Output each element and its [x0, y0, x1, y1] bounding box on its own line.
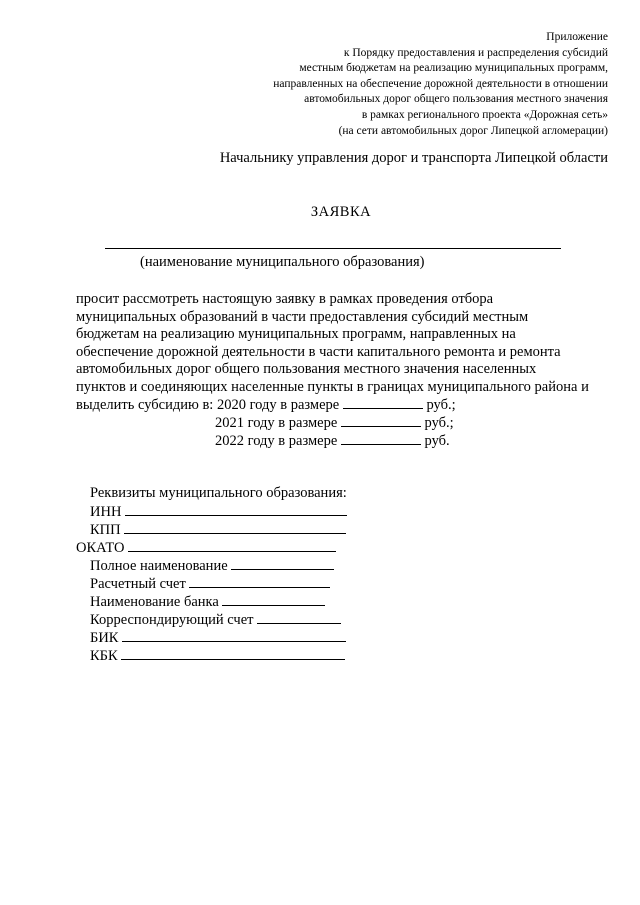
year-unit: руб.;	[426, 397, 456, 413]
requisite-label: ОКАТО	[76, 540, 125, 556]
requisite-blank	[128, 539, 336, 552]
body-line: муниципальных образований в части предоставления субсидий местным	[76, 308, 529, 325]
year-lead-text: выделить субсидию в:	[76, 397, 214, 413]
request-body	[76, 291, 610, 397]
requisite-corr-account	[90, 611, 341, 629]
annex-line: направленных на обеспечение дорожной деятельности в отношении	[273, 77, 608, 90]
requisite-okato	[76, 539, 336, 557]
requisite-account	[90, 575, 330, 593]
requisite-kbk	[90, 647, 345, 665]
requisite-blank	[124, 521, 346, 534]
subsidy-year-2022	[215, 432, 450, 450]
addressee: Начальнику управления дорог и транспорта Липецкой области	[219, 150, 608, 166]
subsidy-year-2021	[215, 414, 454, 432]
requisite-label: КПП	[90, 522, 121, 538]
body-line: пунктов и соединяющих населенные пункты в границах муниципального района и	[76, 378, 589, 395]
annex-line: к Порядку предоставления и распределения субсидий	[343, 46, 608, 59]
requisite-label: Полное наименование	[90, 558, 228, 574]
annex-line: (на сети автомобильных дорог Липецкой агломерации)	[338, 124, 608, 137]
annex-line: Приложение	[546, 31, 608, 43]
requisite-kpp	[90, 521, 346, 539]
body-line: обеспечение дорожной деятельности в части капитального ремонта и ремонта	[76, 343, 561, 360]
subsidy-year-2020	[76, 396, 456, 414]
year-text: 2022 году в размере	[215, 433, 338, 449]
requisite-label: ИНН	[90, 504, 122, 520]
amount-blank	[341, 414, 421, 427]
requisite-blank	[125, 503, 347, 516]
requisite-blank	[189, 575, 330, 588]
requisite-bik	[90, 629, 346, 647]
year-unit: руб.;	[424, 415, 454, 431]
body-line: бюджетам на реализацию муниципальных программ, направленных на	[76, 326, 516, 343]
annex-header	[188, 30, 608, 139]
requisite-blank	[122, 629, 346, 642]
amount-blank	[341, 432, 421, 445]
requisite-full-name	[90, 557, 334, 575]
requisite-label: КБК	[90, 648, 118, 664]
municipality-name-blank	[105, 234, 561, 249]
requisite-blank	[222, 593, 325, 606]
annex-line: в рамках регионального проекта «Дорожная сеть»	[361, 108, 608, 121]
requisite-bank-name	[90, 593, 325, 611]
requisite-label: Наименование банка	[90, 594, 219, 610]
annex-line: местным бюджетам на реализацию муниципальных программ,	[299, 62, 608, 75]
year-text: 2021 году в размере	[215, 415, 338, 431]
requisites-heading: Реквизиты муниципального образования:	[90, 485, 347, 501]
document-title: ЗАЯВКА	[310, 204, 372, 220]
amount-blank	[343, 396, 423, 409]
municipality-name-caption: (наименование муниципального образования)	[140, 254, 425, 270]
year-text: 2020 году в размере	[216, 397, 340, 413]
annex-line: автомобильных дорог общего пользования местного значения	[304, 93, 608, 106]
requisite-label: Расчетный счет	[90, 576, 186, 592]
requisite-blank	[231, 557, 334, 570]
body-line: автомобильных дорог общего пользования местного значения населенных	[76, 361, 537, 378]
requisite-inn	[90, 503, 347, 521]
year-unit: руб.	[424, 433, 450, 449]
requisite-label: БИК	[90, 630, 119, 646]
requisite-label: Корреспондирующий счет	[90, 612, 254, 628]
requisite-blank	[121, 647, 345, 660]
requisite-blank	[257, 611, 341, 624]
body-line: просит рассмотреть настоящую заявку в рамках проведения отбора	[76, 291, 494, 307]
